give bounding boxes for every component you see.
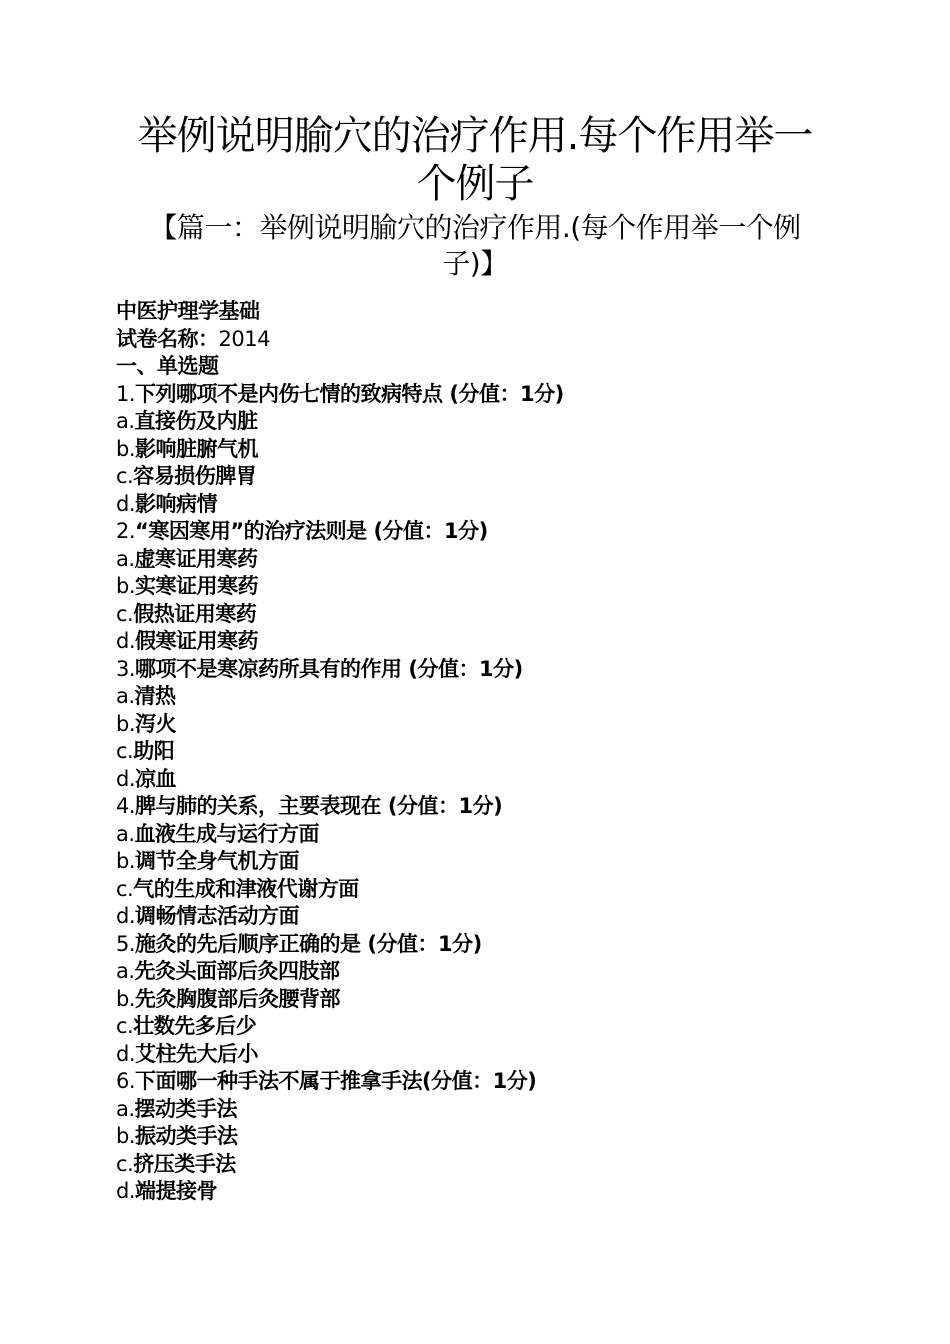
option-letter: a. (116, 959, 135, 983)
question-number: 1. (116, 381, 136, 406)
option-letter: c. (116, 464, 134, 488)
paper-value: 2014 (218, 326, 270, 351)
question-3 (116, 656, 876, 684)
option-text: 壮数先多后少 (133, 1014, 257, 1038)
question-number: 2. (116, 519, 136, 543)
option-5-a (116, 958, 876, 986)
paper-name (116, 326, 876, 354)
option-letter: b. (116, 986, 136, 1011)
option-6-d (116, 1178, 876, 1206)
option-text: 调节全身气机方面 (135, 849, 300, 873)
section-heading: 一、单选题 (116, 354, 219, 378)
document-title (100, 112, 850, 208)
question-number: 4. (116, 794, 136, 818)
question-number: 5. (116, 931, 136, 956)
option-1-c (116, 463, 876, 491)
paper-label: 试卷名称： (116, 326, 219, 351)
option-4-a (116, 821, 876, 849)
option-letter: c. (116, 739, 134, 763)
option-6-c (116, 1151, 876, 1179)
option-text: 清热 (134, 684, 176, 708)
option-text: 振动类手法 (135, 1124, 238, 1148)
option-4-c (116, 876, 876, 904)
option-letter: b. (116, 1124, 136, 1148)
option-text: 假热证用寒药 (133, 601, 257, 626)
question-text: 脾与肺的关系，主要表现在 (分值：1分) (135, 794, 503, 818)
option-4-b (116, 848, 876, 876)
question-text: 哪项不是寒凉药所具有的作用 (分值：1分) (135, 656, 523, 681)
question-list (116, 381, 876, 1206)
option-letter: a. (116, 821, 135, 846)
option-2-a (116, 546, 876, 574)
option-text: 调畅情志活动方面 (135, 904, 300, 928)
option-text: 假寒证用寒药 (135, 629, 259, 653)
option-text: 实寒证用寒药 (135, 574, 259, 598)
option-2-c (116, 601, 876, 629)
option-3-d (116, 766, 876, 794)
question-number: 3. (116, 656, 136, 681)
subtitle-line-2: 子)】 (442, 247, 508, 280)
option-1-a (116, 408, 876, 436)
option-letter: d. (116, 904, 136, 928)
option-letter: a. (116, 684, 135, 708)
option-letter: c. (116, 1014, 134, 1038)
option-letter: b. (116, 574, 136, 598)
option-letter: b. (116, 711, 136, 736)
option-letter: c. (116, 1151, 134, 1176)
option-1-b (116, 436, 876, 464)
option-letter: a. (116, 546, 135, 571)
option-text: 助阳 (133, 739, 175, 763)
option-4-d (116, 903, 876, 931)
option-2-b (116, 573, 876, 601)
option-letter: c. (116, 601, 134, 626)
option-letter: d. (116, 1179, 136, 1203)
question-1 (116, 381, 876, 409)
option-letter: b. (116, 849, 136, 873)
option-3-a (116, 683, 876, 711)
option-text: 挤压类手法 (133, 1151, 236, 1176)
option-text: 先灸头面部后灸四肢部 (134, 959, 340, 983)
option-3-b (116, 711, 876, 739)
document-subtitle (120, 210, 830, 282)
option-5-b (116, 986, 876, 1014)
option-text: 直接伤及内脏 (134, 409, 258, 433)
option-letter: a. (116, 409, 135, 433)
option-text: 影响脏腑气机 (135, 436, 259, 461)
question-text: 下面哪一种手法不属于推拿手法(分值：1分) (135, 1069, 537, 1093)
course-name: 中医护理学基础 (116, 299, 260, 323)
option-letter: d. (116, 629, 136, 653)
option-letter: a. (116, 1096, 135, 1121)
title-line-1: 举例说明腧穴的治疗作用.每个作用举一 (137, 113, 813, 159)
question-2 (116, 518, 876, 546)
option-letter: b. (116, 436, 136, 461)
option-6-b (116, 1123, 876, 1151)
question-text: 下列哪项不是内伤七情的致病特点 (分值：1分) (135, 381, 564, 406)
option-1-d (116, 491, 876, 519)
question-number: 6. (116, 1069, 136, 1093)
option-5-d (116, 1041, 876, 1069)
option-text: 凉血 (135, 766, 177, 791)
question-5 (116, 931, 876, 959)
exam-body (116, 298, 876, 1206)
option-text: 容易损伤脾胃 (133, 464, 257, 488)
option-letter: c. (116, 876, 134, 901)
option-text: 端提接骨 (135, 1179, 218, 1203)
question-text: “寒因寒用”的治疗法则是 (分值：1分) (135, 519, 488, 543)
option-letter: d. (116, 766, 136, 791)
option-text: 泻火 (135, 711, 177, 736)
option-text: 气的生成和津液代谢方面 (133, 876, 359, 901)
option-3-c (116, 738, 876, 766)
option-text: 摆动类手法 (134, 1096, 238, 1121)
question-6 (116, 1068, 876, 1096)
title-line-2: 个例子 (416, 161, 534, 207)
option-2-d (116, 628, 876, 656)
question-text: 施灸的先后顺序正确的是 (分值：1分) (135, 931, 482, 956)
option-text: 艾柱先大后小 (135, 1041, 259, 1066)
option-text: 影响病情 (135, 491, 218, 516)
option-text: 虚寒证用寒药 (134, 546, 258, 571)
option-letter: d. (116, 1041, 136, 1066)
option-text: 先灸胸腹部后灸腰背部 (135, 986, 341, 1011)
option-letter: d. (116, 491, 136, 516)
option-6-a (116, 1096, 876, 1124)
subtitle-line-1: 【篇一：举例说明腧穴的治疗作用.(每个作用举一个例 (149, 211, 801, 244)
question-4 (116, 793, 876, 821)
option-text: 血液生成与运行方面 (134, 821, 320, 846)
option-5-c (116, 1013, 876, 1041)
